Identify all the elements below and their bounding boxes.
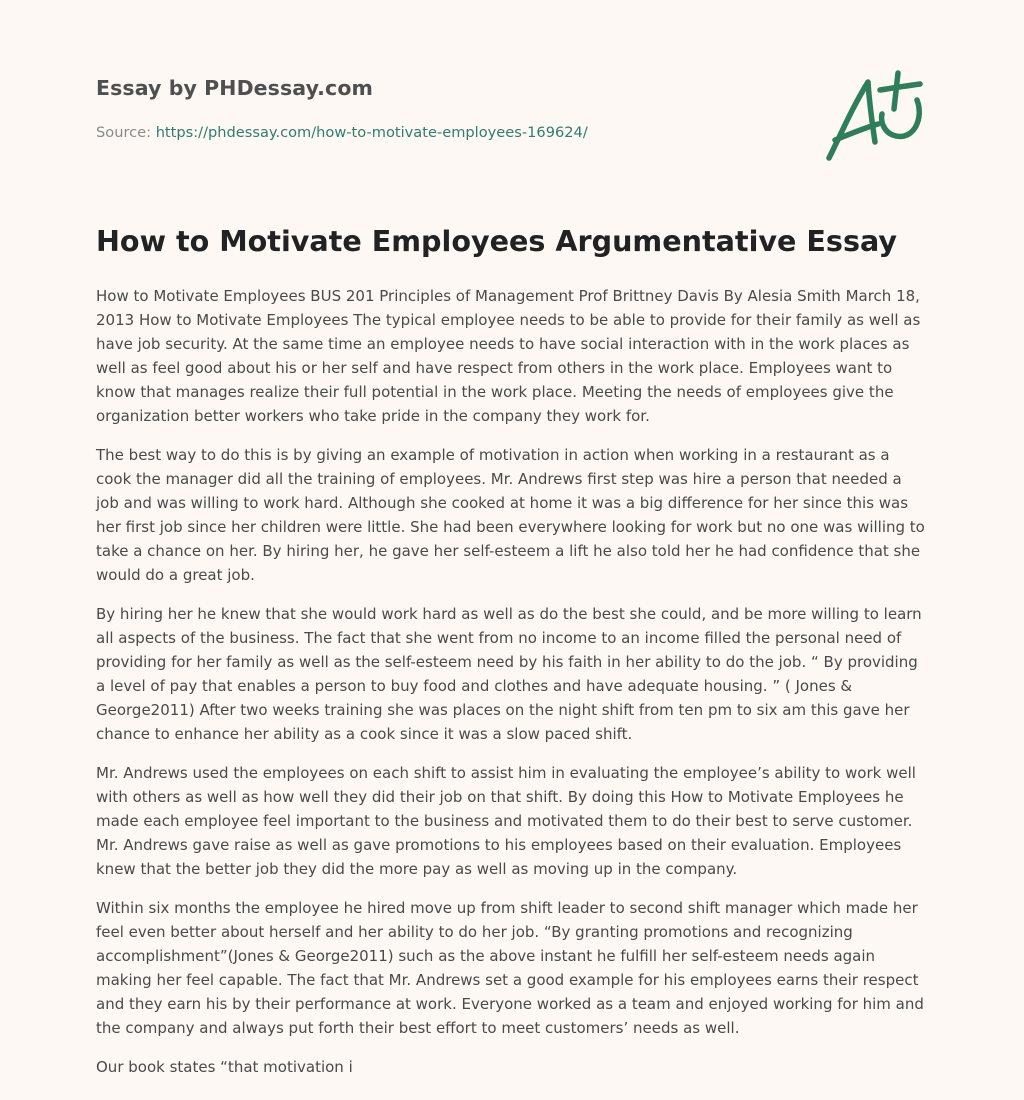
essay-title: How to Motivate Employees Argumentative Essay [96, 224, 898, 258]
essay-paragraph: By hiring her he knew that she would work hard as well as do the best she could, and be more willing to learn all aspects of the business. The fact that she went from no income to an income filled the personal need of providing for her family as well as the self-esteem need by his faith in her ability to do the job. “ By providing a level of pay that enables a person to buy food and clothes and have adequate housing. ” ( Jones & George2011) After two weeks training she was places on the night shift from ten pm to six am this gave her chance to enhance her ability as a cook since it was a slow paced shift. [96, 605, 922, 743]
a-plus-logo-icon [822, 68, 930, 168]
essay-paragraph: Our book states “that motivation i [96, 1058, 353, 1076]
essay-paragraph: Within six months the employee he hired move up from shift leader to second shift manager which made her feel even better about herself and her ability to do her job. “By granting promotions and recognizing accomplishment”(Jones & George2011) such as the above instant he fulfill her self-esteem needs again making her feel capable. The fact that Mr. Andrews set a good example for his employees earns their respect and they earn his by their performance at work. Everyone worked as a team and enjoyed working for him and the company and always put forth their best effort to meet customers’ needs as well. [96, 899, 924, 1037]
site-title: Essay by PHDessay.com [96, 76, 373, 100]
source-line [96, 124, 588, 141]
source-link[interactable]: https://phdessay.com/how-to-motivate-employees-169624/ [155, 124, 588, 141]
essay-paragraph: The best way to do this is by giving an example of motivation in action when working in a restaurant as a cook the manager did all the training of employees. Mr. Andrews first step was hire a person that needed a job and was willing to work hard. Although she cooked at home it was a big difference for her since this was her first job since her children were little. She had been everywhere looking for work but no one was willing to take a chance on her. By hiring her, he gave her self-esteem a lift he also told her he had confidence that she would do a great job. [96, 446, 925, 584]
source-label: Source: [96, 124, 156, 141]
essay-paragraph: Mr. Andrews used the employees on each shift to assist him in evaluating the employee’s ability to work well with others as well as how well they did their job on that shift. By doing this How to Motivate Employees he made each employee feel important to the business and motivated them to do their best to serve customer. Mr. Andrews gave raise as well as gave promotions to his employees based on their evaluation. Employees knew that the better job they did the more pay as well as moving up in the company. [96, 764, 916, 878]
essay-body [96, 284, 928, 1094]
essay-paragraph: How to Motivate Employees BUS 201 Principles of Management Prof Brittney Davis By Alesia Smith March 18, 2013 How to Motivate Employees The typical employee needs to be able to provide for their family as well as have job security. At the same time an employee needs to have social interaction with in the work places as well as feel good about his or her self and have respect from others in the work place. Employees want to know that manages realize their full potential in the work place. Meeting the needs of employees give the organization better workers who take pride in the company they work for. [96, 287, 921, 425]
